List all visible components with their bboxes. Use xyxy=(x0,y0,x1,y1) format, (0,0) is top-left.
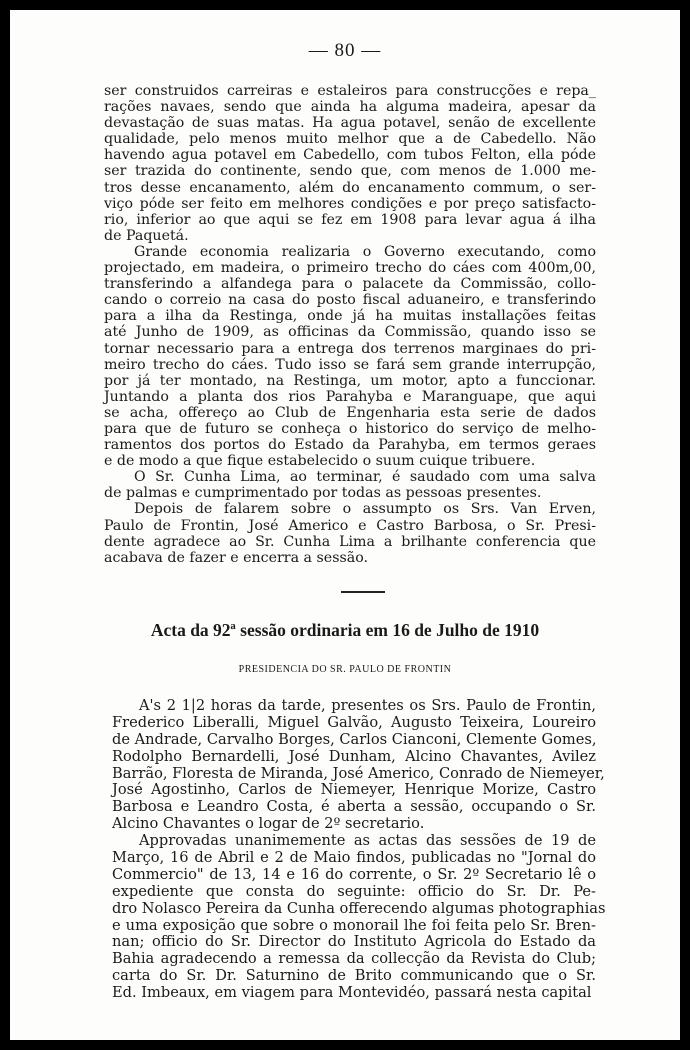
text-line: Ed. Imbeaux, em viagem para Montevidéo, passará nesta capital xyxy=(112,984,592,1002)
text-line: viço póde ser feito em melhores condições e por preço satisfacto- xyxy=(104,195,596,212)
presidency-subtitle: PRESIDENCIA DO SR. PAULO DE FRONTIN xyxy=(238,664,452,675)
text-line: Paulo de Frontin, José Americo e Castro Barbosa, o Sr. Presi- xyxy=(104,517,596,534)
text-line: cando o correio na casa do posto fiscal aduaneiro, e transferindo xyxy=(104,292,596,309)
text-line: Barbosa e Leandro Costa, é aberta a sessão, occupando o Sr. xyxy=(112,798,596,816)
text-line: por já ter montado, na Restinga, um motor, apto a funccionar. xyxy=(104,372,596,389)
text-line: ser construidos carreiras e estaleiros para construcções e repa_ xyxy=(104,83,596,99)
text-line: expediente que consta do seguinte: officio do Sr. Dr. Pe- xyxy=(112,882,596,900)
text-line: Depois de falarem sobre o assumpto os Srs. Van Erven, xyxy=(134,501,596,518)
paragraph xyxy=(112,697,605,833)
text-line: Alcino Chavantes o logar de 2º secretario. xyxy=(112,815,425,833)
paragraph xyxy=(104,501,596,565)
text-line: Março, 16 de Abril e 2 de Maio findos, publicadas no "Jornal do xyxy=(112,849,596,867)
document-page xyxy=(10,10,680,1040)
text-line: A's 2 1|2 horas da tarde, presentes os Srs. Paulo de Frontin, xyxy=(139,697,596,714)
text-line: transferindo a alfandega para o palacete da Commissão, collo- xyxy=(104,276,596,293)
session-text xyxy=(112,697,606,1002)
paragraph xyxy=(104,83,596,244)
text-line: Grande economia realizaria o Governo executando, como xyxy=(134,243,596,260)
text-line: até Junho de 1909, as officinas da Commissão, quando isso se xyxy=(104,324,596,341)
session-title: Acta da 92ª sessão ordinaria em 16 de Julho de 1910 xyxy=(150,620,540,640)
text-line: e uma exposição que sobre o monorail lhe foi feita pelo Sr. Bren- xyxy=(112,916,596,934)
text-line: meiro trecho do cáes. Tudo isso se fará sem grande interrupção, xyxy=(104,356,596,373)
text-line: Barrão, Floresta de Miranda, José Americo, Conrado de Niemeyer, xyxy=(112,764,605,782)
text-line: tros desse encanamento, além do encanamento commum, o ser- xyxy=(104,179,596,196)
text-line: rações navaes, sendo que ainda ha alguma madeira, apesar da xyxy=(104,99,596,116)
text-line: Rodolpho Bernardelli, José Dunham, Alcino Chavantes, Avilez xyxy=(112,747,596,765)
text-line: Approvadas unanimemente as actas das sessões de 19 de xyxy=(139,832,596,850)
text-line: Juntando a planta dos rios Parahyba e Maranguape, que aqui xyxy=(104,388,596,405)
text-line: projectado, em madeira, o primeiro trecho do cáes com 400m,00, xyxy=(104,260,596,277)
text-line: tornar necessario para a entrega dos terrenos marginaes do pri- xyxy=(104,340,596,357)
text-line: O Sr. Cunha Lima, ao terminar, é saudado com uma salva xyxy=(134,469,596,486)
page-number: — 80 — xyxy=(308,40,382,61)
text-line: de Paquetá. xyxy=(104,227,189,244)
text-line: rio, inferior ao que aqui se fez em 1908 para levar agua á ilha xyxy=(104,211,596,228)
text-line: nan; officio do Sr. Director do Instituto Agricola do Estado da xyxy=(112,933,596,951)
section-divider xyxy=(341,591,385,593)
text-line: de Andrade, Carvalho Borges, Carlos Cianconi, Clemente Gomes, xyxy=(112,730,597,748)
text-line: para a ilha da Restinga, onde já ha muitas installações feitas xyxy=(104,308,596,325)
text-line: dro Nolasco Pereira da Cunha offerecendo algumas photographias xyxy=(112,899,606,917)
paragraph xyxy=(112,832,606,1002)
text-line: dente agradece ao Sr. Cunha Lima a brilhante conferencia que xyxy=(104,533,596,550)
text-line: havendo agua potavel em Cabedello, com tubos Felton, ella póde xyxy=(104,147,596,164)
paragraph xyxy=(104,244,596,469)
text-line: Commercio" de 13, 14 e 16 do corrente, o Sr. 2º Secretario lê o xyxy=(112,865,596,883)
text-line: José Agostinho, Carlos de Niemeyer, Henrique Morize, Castro xyxy=(112,781,596,799)
text-line: Frederico Liberalli, Miguel Galvão, Augusto Teixeira, Loureiro xyxy=(112,713,596,731)
paragraph xyxy=(104,469,596,501)
text-line: Bahia agradecendo a remessa da collecção da Revista do Club; xyxy=(112,950,596,968)
text-line: acabava de fazer e encerra a sessão. xyxy=(104,549,369,566)
text-line: carta do Sr. Dr. Saturnino de Brito communicando que o Sr. xyxy=(112,967,596,985)
text-line: qualidade, pelo menos muito melhor que a de Cabedello. Não xyxy=(104,131,596,148)
body-text xyxy=(104,83,596,566)
text-line: se acha, offereço ao Club de Engenharia esta serie de dados xyxy=(104,404,596,421)
text-line: ser trazida do continente, sendo que, com menos de 1.000 me- xyxy=(104,163,596,180)
text-line: de palmas e cumprimentado por todas as pessoas presentes. xyxy=(104,485,542,502)
text-line: e de modo a que fique estabelecido o suum cuique tribuere. xyxy=(104,453,536,470)
text-line: devastação de suas matas. Ha agua potavel, senão de excellente xyxy=(104,115,596,132)
text-line: para que de futuro se conheça o historico do serviço de melho- xyxy=(104,420,596,437)
text-line: ramentos dos portos do Estado da Parahyba, em termos geraes xyxy=(104,437,596,454)
